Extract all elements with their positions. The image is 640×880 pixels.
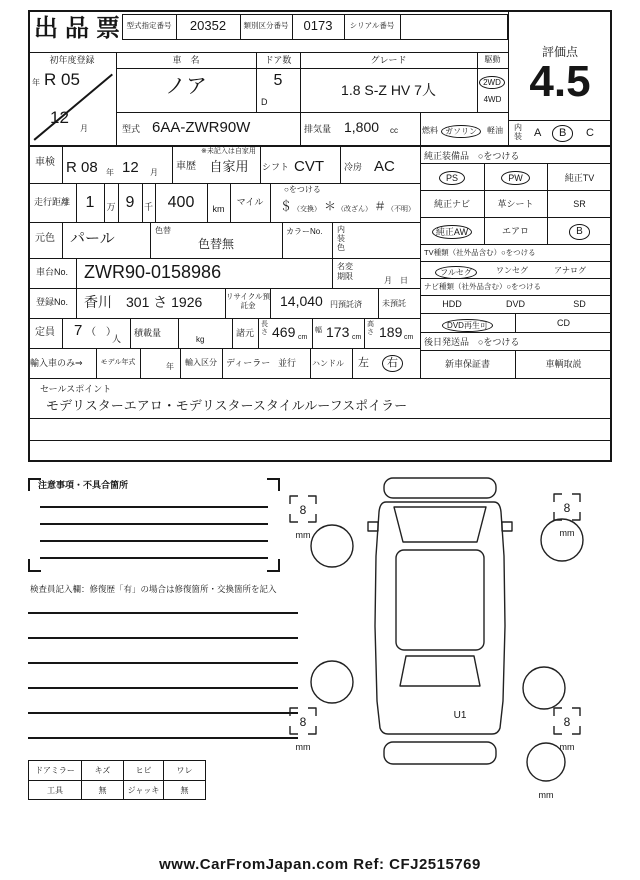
interior-grade-b-circle: B (552, 125, 573, 142)
grid-line (40, 506, 268, 508)
exterior-color-value: パール (70, 230, 115, 247)
score-value: 4.5 (529, 57, 591, 106)
grid-line (420, 261, 612, 262)
mirror-tools-table (28, 760, 206, 800)
shift-label: シフト (262, 162, 290, 172)
length-unit: cm (298, 334, 308, 341)
mile-unknown-note: （不明） (387, 206, 415, 213)
table-cell: ワレ (163, 761, 205, 780)
grid-line (547, 163, 548, 244)
grid-line (340, 145, 341, 183)
grid-line (515, 313, 516, 332)
grid-line (116, 68, 508, 69)
handle-right (382, 353, 403, 372)
history-value: 自家用 (209, 159, 249, 174)
interior-grade-a: A (534, 127, 542, 139)
grid-line (300, 52, 301, 145)
tv-type-header: TV種類（社外品含む）○をつける (424, 248, 536, 257)
grid-line (484, 163, 485, 244)
grid-line (420, 244, 612, 245)
ac-value: AC (374, 158, 395, 175)
grid-line (260, 145, 261, 183)
grid-line (28, 222, 420, 223)
equipment-sr: SR (573, 199, 586, 209)
grid-line (96, 348, 97, 378)
name-change-deadline-label: 名変期限 (337, 262, 353, 281)
grid-line (180, 348, 181, 378)
grid-line (40, 523, 268, 525)
footer-watermark: www.CarFromJapan.com Ref: CFJ2515769 (159, 856, 481, 873)
notes-label: 注意事項・不具合箇所 (38, 480, 129, 490)
model-code-label: 型式 (122, 124, 141, 134)
mile-unknown-symbol: ＃ (374, 199, 387, 213)
grid-line (332, 222, 333, 258)
recycle-deposit-suffix: 円預託済 (330, 300, 362, 309)
fuel-gasoline-circle: ガソリン (441, 125, 481, 138)
handle-label: ハンドル (312, 359, 344, 368)
equipment-aw (420, 222, 484, 240)
color-change-value: 色替無 (197, 237, 234, 251)
tread-unit-front-left: mm (295, 530, 311, 540)
first-registration-year: R 05 (44, 70, 80, 89)
interior-grade-b (552, 123, 573, 142)
navi-sd: SD (573, 299, 586, 309)
car-name-value: ノア (165, 75, 207, 98)
grid-line (142, 183, 143, 222)
tread-depth-front-right: 8 (563, 501, 571, 515)
grid-line (76, 288, 77, 318)
fuel-label: 燃料 (422, 126, 438, 135)
tread-unit-rear-right: mm (559, 742, 575, 752)
notes-bracket-corner (267, 478, 280, 491)
grid-line (420, 190, 612, 191)
grid-line (116, 52, 117, 145)
import-dealer: ディーラー (226, 358, 271, 368)
dvd-playable-circle: DVD再生可 (442, 319, 493, 332)
capacity-unit: 人 (112, 334, 122, 344)
grid-line (104, 183, 105, 222)
height-value: 189 (379, 324, 403, 340)
table-cell: 無 (81, 780, 123, 799)
fuel-diesel: 軽油 (487, 126, 503, 135)
name-change-deadline-units: 月 日 (384, 276, 408, 285)
width-unit: cm (352, 334, 362, 341)
grid-line (140, 348, 141, 378)
equipment-pw-circle: PW (501, 171, 530, 185)
tire-circle-rear-left (311, 661, 353, 703)
notes-bracket-corner (28, 559, 41, 572)
roof-panel (396, 550, 484, 650)
grid-line (310, 348, 311, 378)
interior-grade-label: 内装 (514, 123, 522, 141)
grid-line (400, 14, 401, 40)
equipment-ps (420, 168, 484, 186)
mile-exchange-symbol: ＄ (280, 199, 293, 213)
grid-line (352, 348, 353, 378)
table-cell: キズ (81, 761, 123, 780)
capacity-label: 定員 (35, 327, 55, 338)
grid-line (62, 145, 63, 183)
grid-line (28, 258, 420, 259)
mile-exchange-note: （交換） (293, 206, 321, 213)
grid-line (40, 540, 268, 542)
grid-line (62, 222, 63, 258)
tv-analog: アナログ (554, 266, 586, 275)
grid-line (420, 313, 612, 314)
right-mirror (502, 522, 512, 531)
grid-line (130, 318, 131, 348)
cd: CD (557, 318, 570, 328)
first-registration-year-unit: 年 (32, 78, 40, 87)
grid-line (62, 318, 63, 348)
fuel-gasoline (441, 121, 481, 139)
grid-line (378, 288, 379, 318)
inspection-year-unit: 年 (106, 168, 114, 177)
tv-oneseg: ワンセグ (496, 266, 528, 275)
inspection-month-unit: 月 (150, 168, 158, 177)
grid-line (420, 163, 612, 164)
form-title: 出品票 (34, 15, 127, 42)
load-label: 積載量 (134, 328, 162, 338)
grid-line (420, 278, 612, 279)
import-only-label: 輸入車のみ⇒ (30, 358, 83, 368)
mileage-man: 1 (85, 194, 95, 211)
shift-value: CVT (294, 158, 324, 175)
grid-line (420, 217, 612, 218)
car-name-label: 車 名 (172, 55, 200, 65)
history-note: ※未記入は自家用 (201, 148, 256, 155)
first-registration-month: 12 (50, 108, 69, 127)
grid-line (28, 288, 420, 289)
grid-line (28, 737, 298, 739)
mileage-rest: 400 (167, 194, 195, 211)
interior-color-label: 内装色 (337, 225, 345, 252)
grid-line (28, 348, 420, 349)
handle-left: 左 (358, 357, 369, 369)
grid-line (76, 258, 77, 288)
grid-line (28, 318, 420, 319)
grid-line (28, 378, 612, 379)
drive-label: 駆動 (484, 55, 501, 64)
capacity-paren: （ ） (86, 327, 116, 338)
mileage-sen: 9 (125, 194, 135, 211)
mile-tamper-symbol: ＊ (324, 199, 337, 213)
interior-grade-c: C (586, 127, 594, 139)
doors-sub: D (261, 97, 268, 107)
grid-line (28, 612, 298, 614)
doors-label: ドア数 (264, 55, 292, 65)
mile-label: マイル (236, 197, 264, 207)
grade-value: 1.8 S-Z HV 7人 (341, 82, 436, 98)
grid-line (344, 14, 345, 40)
grid-line (176, 14, 177, 40)
grid-line (364, 318, 365, 348)
first-registration-month-unit: 月 (80, 124, 88, 133)
grid-line (40, 557, 268, 559)
grid-line (28, 712, 298, 714)
grid-line (332, 258, 333, 288)
grid-line (207, 183, 208, 222)
windshield (394, 507, 486, 542)
later-shipment-header: 後日発送品 ○をつける (424, 337, 520, 347)
grid-line (270, 183, 271, 222)
equipment-leather: 革シート (497, 199, 534, 209)
inspector-note: 検査員記入欄：修復歴「有」の場合は修復箇所・交換箇所を記入 (30, 584, 277, 594)
inspection-year: R 08 (66, 159, 98, 176)
grid-line (150, 222, 151, 258)
dvd-playable (420, 315, 515, 333)
sales-point-value: モデリスターエアロ・モデリスタースタイルルーフスポイラー (46, 398, 408, 413)
table-cell: ジャッキ (123, 780, 163, 799)
color-no-label: カラーNo. (286, 227, 323, 236)
first-registration-label: 初年度登録 (49, 55, 95, 65)
import-class-label: 輸入区分 (185, 358, 217, 367)
mileage-unit: km (212, 204, 225, 214)
tread-unit-rear-left: mm (295, 742, 311, 752)
length-label: 長さ (261, 321, 268, 336)
notes-bracket-corner (267, 559, 280, 572)
mile-tamper-note: （改ざん） (337, 206, 372, 213)
grid-line (28, 662, 298, 664)
tread-depth-rear-right: 8 (563, 715, 571, 729)
displacement-unit: cc (390, 126, 398, 135)
grid-line (256, 52, 257, 112)
model-year-label: モデル年式 (100, 359, 136, 366)
serial-label: シリアル番号 (349, 21, 395, 30)
handle-right-circle: 右 (382, 355, 403, 372)
grid-line (258, 318, 259, 348)
grid-line (28, 52, 508, 53)
registration-no-value: 香川 301 さ 1926 (84, 294, 203, 310)
grid-line (178, 318, 179, 348)
length-value: 469 (272, 324, 296, 340)
color-change-label: 色替 (155, 226, 171, 235)
grid-line (270, 288, 271, 318)
equipment-aw-circle: 純正AW (432, 225, 472, 239)
grid-line (508, 120, 612, 121)
equipment-pw (484, 168, 547, 186)
grid-line (420, 112, 421, 378)
width-value: 173 (326, 324, 350, 340)
model-code-value: 6AA-ZWR90W (152, 119, 251, 136)
tire-circle-rear-right (523, 667, 565, 709)
front-bumper (384, 478, 496, 498)
recycle-deposit-label: リサイクル預託金 (226, 292, 270, 310)
equipment-aero: エアロ (501, 226, 529, 236)
grid-line (420, 295, 612, 296)
grid-line (225, 288, 226, 318)
diagram-code: U1 (453, 710, 467, 721)
recycle-deposit-value: 14,040 (280, 293, 323, 309)
drive-2wd (475, 72, 509, 90)
mileage-sen-unit: 千 (143, 202, 153, 212)
grid-line (477, 52, 478, 112)
new-car-warranty: 新車保証書 (444, 359, 490, 369)
classification-value: 0173 (303, 18, 333, 33)
history-label: 車歴 (176, 161, 196, 172)
chassis-no-value: ZWR90-0158986 (84, 262, 222, 282)
displacement-value: 1,800 (344, 119, 380, 135)
drive-2wd-circle: 2WD (479, 76, 505, 89)
load-unit: kg (196, 335, 205, 344)
grid-line (76, 183, 77, 222)
grid-line (155, 183, 156, 222)
rear-window (400, 656, 480, 686)
grid-line (116, 112, 508, 113)
equipment-ps-circle: PS (439, 171, 465, 185)
grid-line (28, 687, 298, 689)
capacity-value: 7 (74, 322, 83, 339)
registration-no-label: 登録No. (35, 297, 68, 307)
model-designation-value: 20352 (189, 18, 227, 33)
grid-line (28, 440, 612, 441)
tire-circle-front-left (311, 525, 353, 567)
equipment-header: 純正装備品 ○をつける (424, 151, 520, 161)
height-label: 高さ (367, 321, 374, 336)
tire-circle-front-right (541, 519, 583, 561)
model-year-unit: 年 (166, 362, 174, 371)
grid-line (172, 145, 173, 183)
navi-type-header: ナビ種類（社外品含む）○をつける (424, 282, 542, 291)
classification-label: 類別区分番号 (243, 21, 289, 30)
table-cell: ドアミラー (35, 766, 75, 775)
exterior-color-label: 元色 (35, 233, 55, 244)
navi-hdd: HDD (442, 299, 462, 309)
tread-depth-front-left: 8 (299, 503, 307, 517)
grid-line (420, 332, 612, 333)
grid-line (420, 350, 612, 351)
mileage-label: 走行距離 (33, 197, 70, 207)
grid-line (28, 145, 612, 147)
width-label: 幅 (315, 327, 322, 334)
grid-line (515, 350, 516, 378)
score-label: 評価点 (541, 45, 578, 59)
equipment-tv: 純正TV (564, 173, 595, 183)
grid-line (282, 222, 283, 258)
equipment-navi: 純正ナビ (433, 199, 470, 209)
equipment-b (547, 221, 612, 240)
car-diagram (282, 476, 616, 812)
navi-dvd: DVD (505, 299, 525, 309)
grid-line (508, 10, 509, 145)
sales-point-label: セールスポイント (40, 384, 112, 394)
recycle-not-deposited: 未預託 (382, 299, 406, 308)
grid-line (230, 183, 231, 222)
ac-label: 冷房 (344, 162, 363, 172)
displacement-label: 排気量 (304, 124, 332, 134)
grid-line (222, 348, 223, 378)
inspection-month: 12 (122, 159, 139, 176)
grid-line (28, 637, 298, 639)
grid-line (232, 318, 233, 348)
mark-note: ○をつける (284, 185, 321, 194)
equipment-b-circle: B (569, 224, 590, 240)
tread-unit-front-right: mm (559, 528, 575, 538)
spare-tread-unit: mm (538, 790, 554, 800)
specs-label: 諸元 (235, 328, 254, 338)
model-designation-label: 型式指定番号 (126, 21, 172, 30)
inspection-label: 車検 (35, 157, 55, 168)
table-cell: ヒビ (123, 761, 163, 780)
grid-line (292, 14, 293, 40)
tread-depth-rear-left: 8 (299, 715, 307, 729)
grade-label: グレード (370, 55, 407, 65)
drive-4wd: 4WD (483, 95, 502, 104)
grid-line (240, 14, 241, 40)
grid-line (312, 318, 313, 348)
left-mirror (368, 522, 378, 531)
mileage-man-unit: 万 (106, 202, 116, 212)
table-cell: 無 (163, 780, 205, 799)
tv-fullseg-circle: フルセグ (435, 266, 477, 279)
rear-bumper (384, 742, 496, 764)
height-unit: cm (404, 334, 414, 341)
chassis-no-label: 車台No. (35, 267, 68, 277)
import-parallel: 並行 (278, 358, 297, 368)
car-body (375, 502, 505, 734)
table-cell: 工具 (29, 780, 81, 799)
vehicle-manual: 車輌取説 (545, 359, 582, 369)
grid-line (28, 183, 420, 184)
grid-line (28, 418, 612, 419)
grid-line (118, 183, 119, 222)
doors-value: 5 (273, 72, 283, 89)
